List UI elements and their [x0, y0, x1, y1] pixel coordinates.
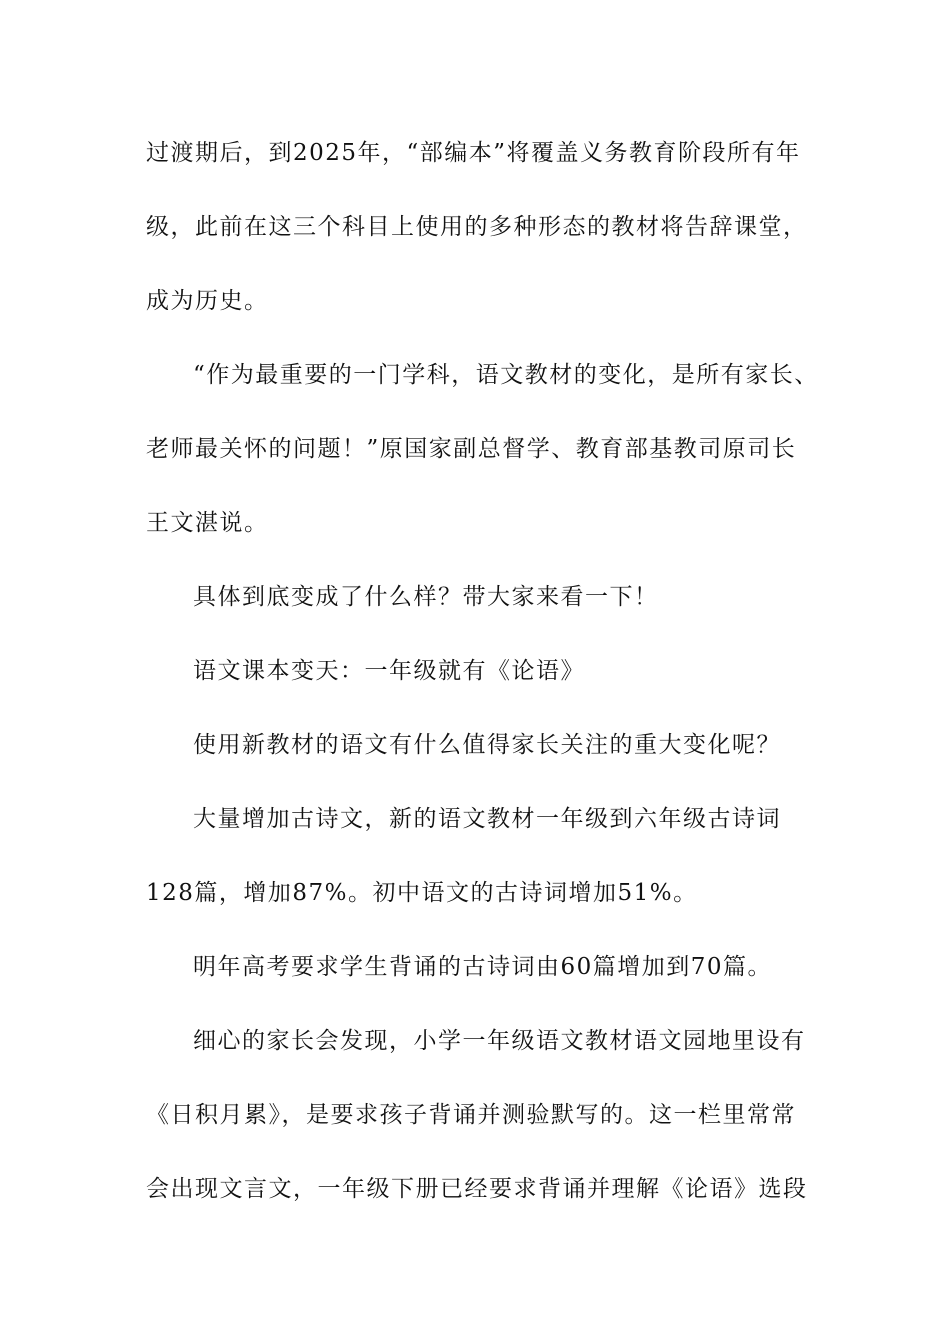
text-line: 128篇，增加87%。初中语文的古诗词增加51%。 — [146, 880, 698, 906]
text-line: 老师最关怀的问题！”原国家副总督学、教育部基教司原司长 — [146, 436, 797, 462]
text-line: 会出现文言文，一年级下册已经要求背诵并理解《论语》选段 — [146, 1176, 808, 1202]
text-line: 成为历史。 — [146, 288, 269, 314]
text-line: 大量增加古诗文，新的语文教材一年级到六年级古诗词 — [193, 806, 781, 832]
text-line: 明年高考要求学生背诵的古诗词由60篇增加到70篇。 — [193, 954, 773, 980]
text-line: 《日积月累》，是要求孩子背诵并测验默写的。这一栏里常常 — [146, 1102, 796, 1128]
text-line: 细心的家长会发现，小学一年级语文教材语文园地里设有 — [193, 1028, 806, 1054]
text-line: 使用新教材的语文有什么值得家长关注的重大变化呢？ — [193, 732, 781, 758]
text-line: “作为最重要的一门学科，语文教材的变化，是所有家长、 — [193, 362, 819, 388]
section-heading: 语文课本变天：一年级就有《论语》 — [193, 658, 585, 684]
text-line: 级，此前在这三个科目上使用的多种形态的教材将告辞课堂， — [146, 214, 808, 240]
text-line: 王文湛说。 — [146, 510, 269, 536]
text-line: 过渡期后，到2025年，“部编本”将覆盖义务教育阶段所有年 — [146, 140, 801, 166]
text-line: 具体到底变成了什么样？带大家来看一下！ — [193, 584, 659, 610]
